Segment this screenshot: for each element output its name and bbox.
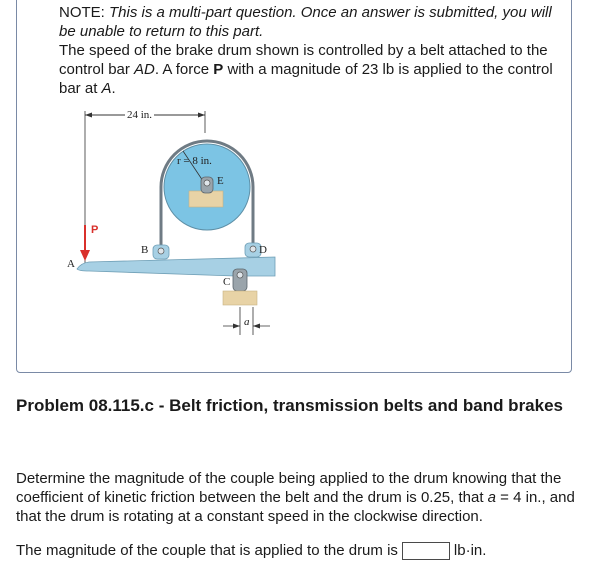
answer-prompt: The magnitude of the couple that is applied to the drum is — [16, 542, 398, 559]
problem-title: Problem 08.115.c - Belt friction, transmission belts and band brakes — [16, 396, 564, 415]
support-C — [223, 291, 257, 305]
pin-D — [250, 246, 256, 252]
dim-24-label: 24 in. — [127, 109, 153, 121]
question-panel — [16, 0, 572, 373]
label-a: a — [244, 316, 250, 328]
problem-statement: Determine the magnitude of the couple being applied to the drum knowing that the coefficient of kinetic friction between the belt and the drum is 0.25, that a = 4 in., and that the drum is rotating at a constant speed in the clockwise direction. — [16, 470, 575, 525]
brake-drum-figure — [65, 111, 285, 341]
answer-unit: lb·in. — [453, 542, 487, 559]
note-text: NOTE: This is a multi-part question. Once an answer is submitted, you will be unable to return to this part. The speed of the brake drum shown is controlled by a belt attached to the control bar AD. A force P with a magnitude of 23 lb is applied to the control bar at A. — [59, 4, 553, 97]
dim-a-arrow-left — [233, 324, 240, 329]
pin-E — [204, 180, 210, 186]
note-warning: This is a multi-part question. Once an answer is submitted, you will be unable to return to this part. — [59, 4, 552, 40]
force-P-arrowhead — [80, 250, 90, 261]
label-E: E — [217, 175, 224, 187]
answer-line — [16, 541, 600, 560]
dim-arrow-left — [85, 113, 92, 118]
radius-label: r = 8 in. — [177, 155, 212, 167]
label-C: C — [223, 276, 231, 288]
label-P: P — [91, 224, 99, 236]
couple-answer-input[interactable] — [402, 542, 450, 560]
label-A: A — [67, 258, 75, 270]
label-B: B — [141, 244, 149, 256]
pin-C — [237, 272, 243, 278]
dim-a-arrow-right — [253, 324, 260, 329]
note-prefix: NOTE: — [59, 4, 110, 21]
pin-B — [158, 248, 164, 254]
dim-arrow-right — [198, 113, 205, 118]
label-D: D — [259, 244, 267, 256]
